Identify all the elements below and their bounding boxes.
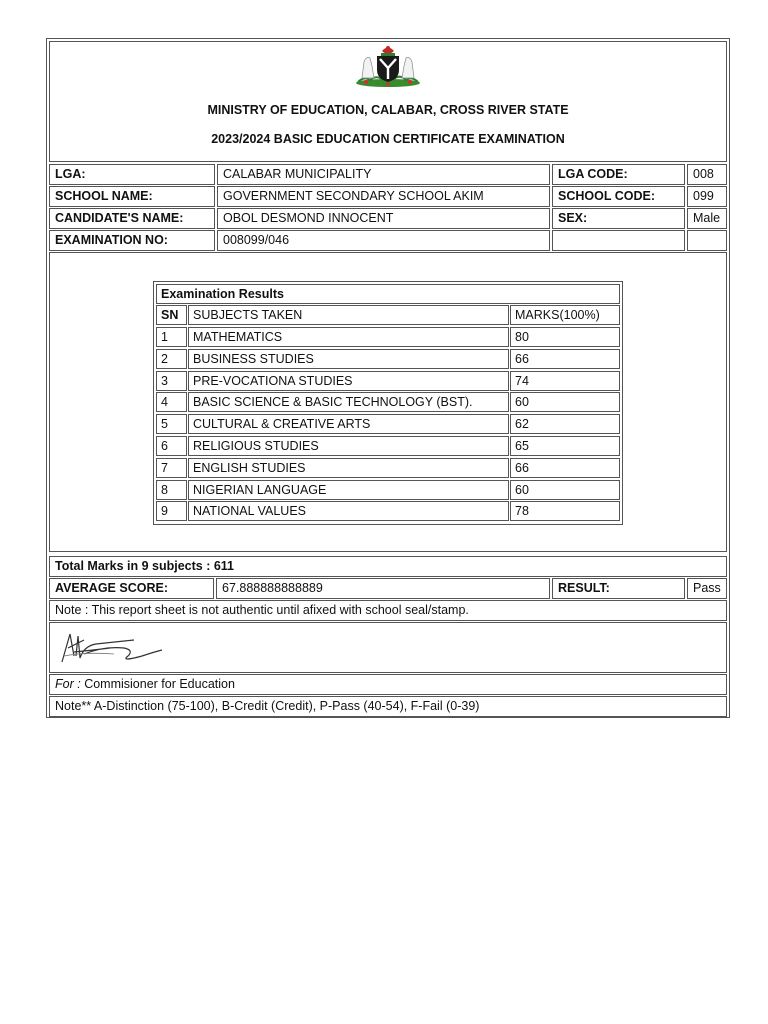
grade-note: Note** A-Distinction (75-100), B-Credit (Credit), P-Pass (40-54), F-Fail (0-39) (49, 696, 727, 717)
empty-cell (552, 230, 685, 251)
results-title: Examination Results (156, 284, 620, 304)
candidate-label: CANDIDATE'S NAME: (49, 208, 215, 229)
row-sn: 4 (156, 392, 187, 412)
average-value: 67.888888888889 (216, 578, 550, 599)
lga-code-label: LGA CODE: (552, 164, 685, 185)
signature-icon (54, 626, 164, 668)
school-code-value: 099 (687, 186, 727, 207)
candidate-value: OBOL DESMOND INNOCENT (217, 208, 550, 229)
row-marks: 60 (510, 480, 620, 500)
row-sn: 9 (156, 501, 187, 521)
lga-value: CALABAR MUNICIPALITY (217, 164, 550, 185)
row-subject: PRE-VOCATIONA STUDIES (188, 371, 509, 391)
col-subject-header: SUBJECTS TAKEN (188, 305, 509, 325)
lga-label: LGA: (49, 164, 215, 185)
school-code-label: SCHOOL CODE: (552, 186, 685, 207)
result-label: RESULT: (552, 578, 685, 599)
row-marks: 78 (510, 501, 620, 521)
row-marks: 66 (510, 458, 620, 478)
exam-title: 2023/2024 BASIC EDUCATION CERTIFICATE EXAMINATION (211, 132, 565, 146)
row-marks: 65 (510, 436, 620, 456)
row-subject: NATIONAL VALUES (188, 501, 509, 521)
row-sn: 2 (156, 349, 187, 369)
row-marks: 74 (510, 371, 620, 391)
row-subject: ENGLISH STUDIES (188, 458, 509, 478)
coat-of-arms-icon (352, 42, 424, 88)
row-subject: BASIC SCIENCE & BASIC TECHNOLOGY (BST). (188, 392, 509, 412)
row-sn: 3 (156, 371, 187, 391)
average-label: AVERAGE SCORE: (49, 578, 214, 599)
exam-no-label: EXAMINATION NO: (49, 230, 215, 251)
row-sn: 7 (156, 458, 187, 478)
authenticity-note: Note : This report sheet is not authentic until afixed with school seal/stamp. (49, 600, 727, 621)
school-label: SCHOOL NAME: (49, 186, 215, 207)
lga-code-value: 008 (687, 164, 727, 185)
total-marks: Total Marks in 9 subjects : 611 (49, 556, 727, 577)
result-value: Pass (687, 578, 727, 599)
row-subject: NIGERIAN LANGUAGE (188, 480, 509, 500)
for-label: For : (55, 677, 81, 692)
row-marks: 62 (510, 414, 620, 434)
empty-cell (687, 230, 727, 251)
row-subject: CULTURAL & CREATIVE ARTS (188, 414, 509, 434)
row-subject: RELIGIOUS STUDIES (188, 436, 509, 456)
ministry-title: MINISTRY OF EDUCATION, CALABAR, CROSS RIVER STATE (207, 103, 569, 117)
col-marks-header: MARKS(100%) (510, 305, 620, 325)
row-subject: MATHEMATICS (188, 327, 509, 347)
school-value: GOVERNMENT SECONDARY SCHOOL AKIM (217, 186, 550, 207)
row-sn: 1 (156, 327, 187, 347)
exam-no-value: 008099/046 (217, 230, 550, 251)
sex-label: SEX: (552, 208, 685, 229)
row-marks: 66 (510, 349, 620, 369)
col-sn-header: SN (156, 305, 187, 325)
row-marks: 60 (510, 392, 620, 412)
row-marks: 80 (510, 327, 620, 347)
for-commissioner (49, 674, 727, 695)
row-sn: 6 (156, 436, 187, 456)
sex-value: Male (687, 208, 727, 229)
for-value: Commisioner for Education (84, 677, 235, 692)
row-sn: 5 (156, 414, 187, 434)
row-sn: 8 (156, 480, 187, 500)
row-subject: BUSINESS STUDIES (188, 349, 509, 369)
